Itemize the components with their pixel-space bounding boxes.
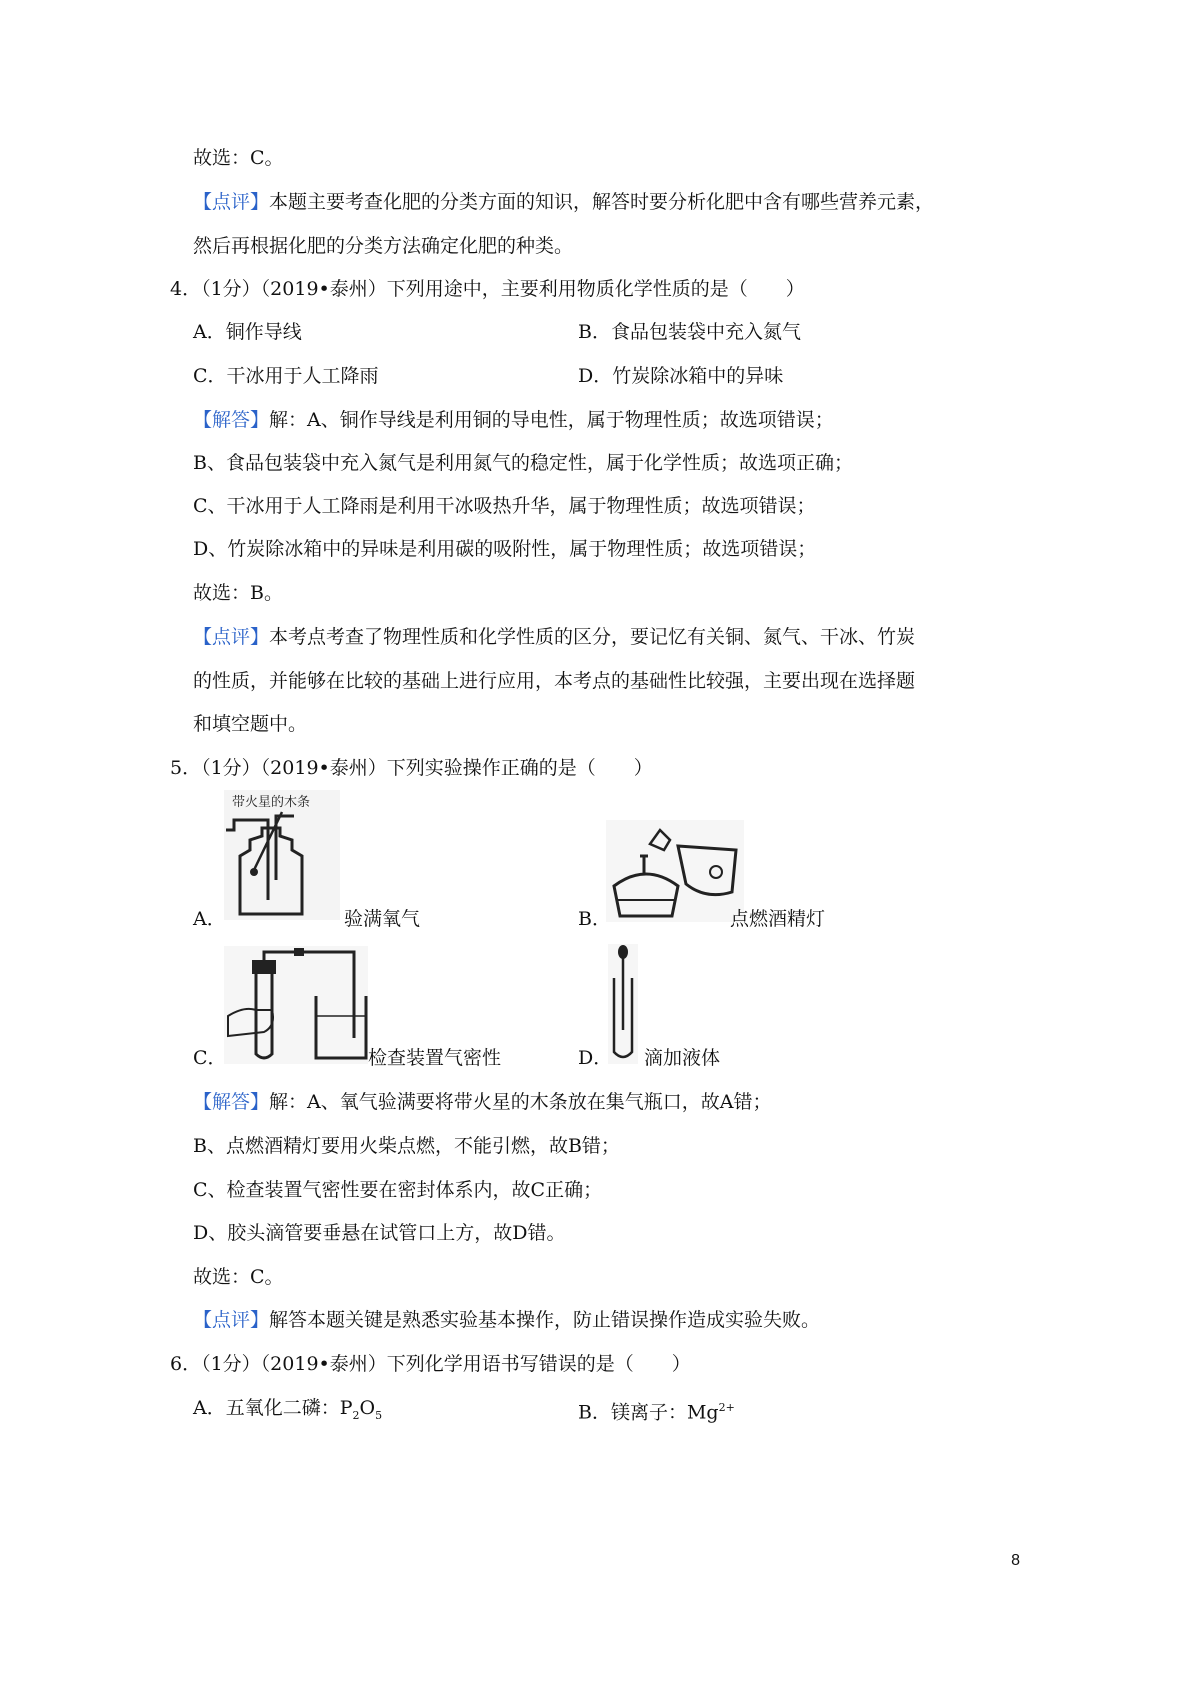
q5-stem: 5．（1分）（2019•泰州）下列实验操作正确的是（ ） xyxy=(170,757,653,779)
q5-option-d-letter: D． xyxy=(578,1047,613,1069)
q4-answer-line1 xyxy=(193,408,834,432)
page-number: 8 xyxy=(1011,1552,1020,1569)
q6-option-a-sub2: 5 xyxy=(375,1408,383,1422)
q5-review-text: 解答本题关键是熟悉实验基本操作，防止错误操作造成实验失败。 xyxy=(269,1309,821,1331)
dropper-bulb xyxy=(618,945,628,959)
q6-option-a-text: A．五氧化二磷：P xyxy=(193,1397,353,1419)
q5-answer-text: 解：A、氧气验满要将带火星的木条放在集气瓶口，故A错； xyxy=(269,1091,772,1113)
q5-option-a-letter: A． xyxy=(193,908,226,930)
q5-answer-line4: D、胶头滴管要垂悬在试管口上方，故D错。 xyxy=(193,1222,566,1244)
figure-c-bg xyxy=(224,946,368,1064)
tube-joint xyxy=(294,948,304,956)
rubber-stopper xyxy=(252,960,276,974)
q4-option-d: D．竹炭除冰箱中的异味 xyxy=(578,365,784,387)
q3-review xyxy=(193,190,934,214)
q5-option-c-letter: C． xyxy=(193,1047,227,1069)
q5-answer-line1 xyxy=(193,1090,771,1114)
q4-answer-line4: D、竹炭除冰箱中的异味是利用碳的吸附性，属于物理性质；故选项错误； xyxy=(193,538,817,560)
answer-tag: 【解答】 xyxy=(193,1091,270,1113)
answer-tag: 【解答】 xyxy=(193,409,270,431)
figure-oxygen-test xyxy=(224,790,340,920)
q5-option-c-label: 检查装置气密性 xyxy=(368,1047,502,1069)
q3-choice: 故选：C。 xyxy=(193,147,284,169)
review-tag: 【点评】 xyxy=(193,1309,270,1331)
q3-review-text: 本题主要考查化肥的分类方面的知识，解答时要分析化肥中含有哪些营养元素， xyxy=(269,191,935,213)
q4-answer-text: 解：A、铜作导线是利用铜的导电性，属于物理性质；故选项错误； xyxy=(269,409,834,431)
q4-review-text: 本考点考查了物理性质和化学性质的区分，要记忆有关铜、氮气、干冰、竹炭 xyxy=(269,626,916,648)
q5-answer-choice: 故选：C。 xyxy=(193,1266,284,1288)
q6-stem: 6．（1分）（2019•泰州）下列化学用语书写错误的是（ ） xyxy=(170,1353,691,1375)
q4-review-line2: 的性质，并能够在比较的基础上进行应用，本考点的基础性比较强，主要出现在选择题 xyxy=(193,670,916,692)
q6-option-b-sup: 2+ xyxy=(718,1401,735,1414)
q6-option-a-o: O xyxy=(359,1397,376,1419)
q5-answer-line2: B、点燃酒精灯要用火柴点燃，不能引燃，故B错； xyxy=(193,1135,620,1157)
q4-stem: 4．（1分）（2019•泰州）下列用途中，主要利用物质化学性质的是（ ） xyxy=(170,278,805,300)
q4-review-line1 xyxy=(193,625,915,649)
q5-option-b-letter: B． xyxy=(578,908,611,930)
q4-option-b: B．食品包装袋中充入氮气 xyxy=(578,321,801,343)
review-tag: 【点评】 xyxy=(193,191,270,213)
q6-option-b xyxy=(578,1396,735,1424)
q6-option-b-text: B．镁离子：Mg xyxy=(578,1401,719,1424)
q4-answer-choice: 故选：B。 xyxy=(193,582,283,604)
q4-answer-line3: C、干冰用于人工降雨是利用干冰吸热升华，属于物理性质；故选项错误； xyxy=(193,495,816,517)
q5-review xyxy=(193,1308,820,1332)
figure-airtightness xyxy=(224,946,368,1064)
figure-alcohol-lamp xyxy=(606,820,744,922)
q4-option-c: C．干冰用于人工降雨 xyxy=(193,365,379,387)
review-tag: 【点评】 xyxy=(193,626,270,648)
q5-answer-line3: C、检查装置气密性要在密封体系内，故C正确； xyxy=(193,1179,603,1201)
q5-option-b-label: 点燃酒精灯 xyxy=(730,908,826,930)
figure-dropper xyxy=(608,944,638,1064)
q5-option-a-label: 验满氧气 xyxy=(344,908,421,930)
q3-review-line2: 然后再根据化肥的分类方法确定化肥的种类。 xyxy=(193,235,574,257)
q6-option-a-sub1: 2 xyxy=(352,1408,360,1422)
q4-review-line3: 和填空题中。 xyxy=(193,713,308,735)
q5-option-d-label: 滴加液体 xyxy=(644,1047,721,1069)
splint-tip xyxy=(250,868,258,876)
q6-option-a xyxy=(193,1396,382,1428)
q4-option-a: A．铜作导线 xyxy=(193,321,302,343)
figure-a-caption: 带火星的木条 xyxy=(232,795,311,810)
q4-answer-line2: B、食品包装袋中充入氮气是利用氮气的稳定性，属于化学性质；故选项正确； xyxy=(193,452,853,474)
